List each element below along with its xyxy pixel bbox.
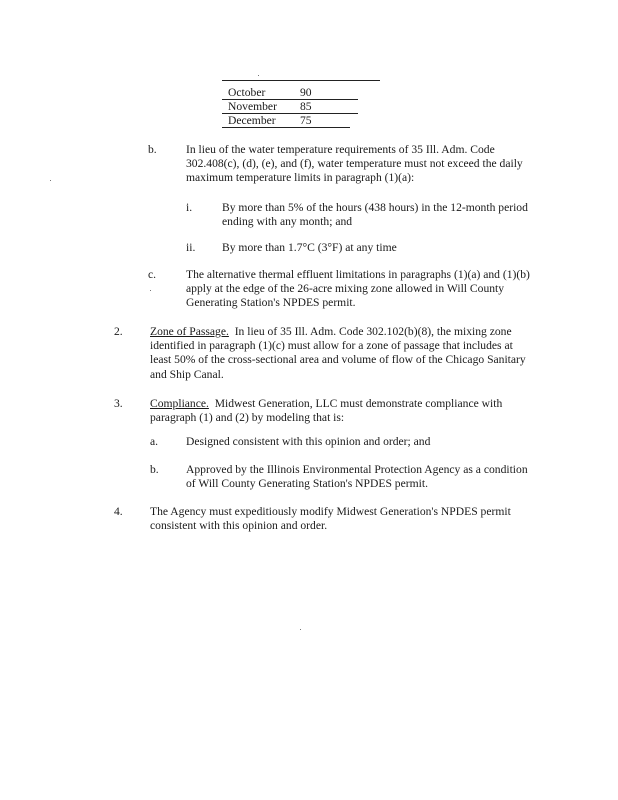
table-row [222,100,382,113]
item-2-heading: Zone of Passage. [150,325,229,338]
table-month: October [228,86,266,99]
table-row [222,86,382,99]
text-line: 302.408(c), (d), (e), and (f), water temperature must not exceed the daily [186,157,523,171]
text-line: least 50% of the cross-sectional area and volume of flow of the Chicago Sanitary [150,353,526,367]
scan-speck [258,75,259,76]
sub-ii-label: ii. [186,241,196,254]
sub-c-label: c. [148,268,157,281]
text-line: and Ship Canal. [150,367,224,381]
text-line: apply at the edge of the 26-acre mixing zone allowed in Will County [186,282,505,296]
item-4-text [150,505,511,533]
item-3-number: 3. [114,397,123,410]
text-line: Compliance. Midwest Generation, LLC must demonstrate compliance with [150,397,503,410]
text-line: consistent with this opinion and order. [150,519,328,533]
sub-ii-text [222,241,397,255]
item-3-text [150,397,502,425]
sub-c-text [186,268,530,311]
text-line: maximum temperature limits in paragraph (1)(a): [186,171,415,185]
table-month: November [228,100,277,113]
item-3-heading: Compliance. [150,397,209,410]
text-line: By more than 1.7°C (3°F) at any time [222,241,397,254]
sub-i-label: i. [186,201,193,214]
text-line: Generating Station's NPDES permit. [186,296,356,310]
table-value: 90 [300,86,312,99]
sub-b-label: b. [148,143,157,156]
scan-speck [300,629,301,630]
text-line: paragraph (1) and (2) by modeling that is: [150,411,345,425]
scan-speck [150,290,151,291]
table-month: December [228,114,276,127]
item-2-number: 2. [114,325,123,338]
text-line: ending with any month; and [222,215,353,229]
table-value: 75 [300,114,312,127]
sub-b-text [186,143,523,186]
item-3b-label: b. [150,463,159,476]
item-3a-label: a. [150,435,159,448]
text-line: The alternative thermal effluent limitations in paragraphs (1)(a) and (1)(b) [186,268,530,281]
text-line: Zone of Passage. In lieu of 35 Ill. Adm. Code 302.102(b)(8), the mixing zone [150,325,512,338]
item-2-text [150,325,526,382]
table-top-rule [222,80,380,81]
item-4-number: 4. [114,505,123,518]
text-line: Approved by the Illinois Environmental Protection Agency as a condition [186,463,528,476]
table-row [222,114,382,127]
text-line: Designed consistent with this opinion and order; and [186,435,431,448]
scan-speck [50,180,51,181]
table-bottom-rule [222,127,350,128]
item-3b-text [186,463,528,491]
item-3a-text [186,435,430,449]
text-line: of Will County Generating Station's NPDES permit. [186,477,428,491]
text-line: By more than 5% of the hours (438 hours) in the 12-month period [222,201,528,214]
text-line: In lieu of the water temperature requirements of 35 Ill. Adm. Code [186,143,495,156]
table-value: 85 [300,100,312,113]
text-line: identified in paragraph (1)(c) must allow for a zone of passage that includes at [150,339,513,353]
text-line: The Agency must expeditiously modify Midwest Generation's NPDES permit [150,505,511,518]
sub-i-text [222,201,528,229]
